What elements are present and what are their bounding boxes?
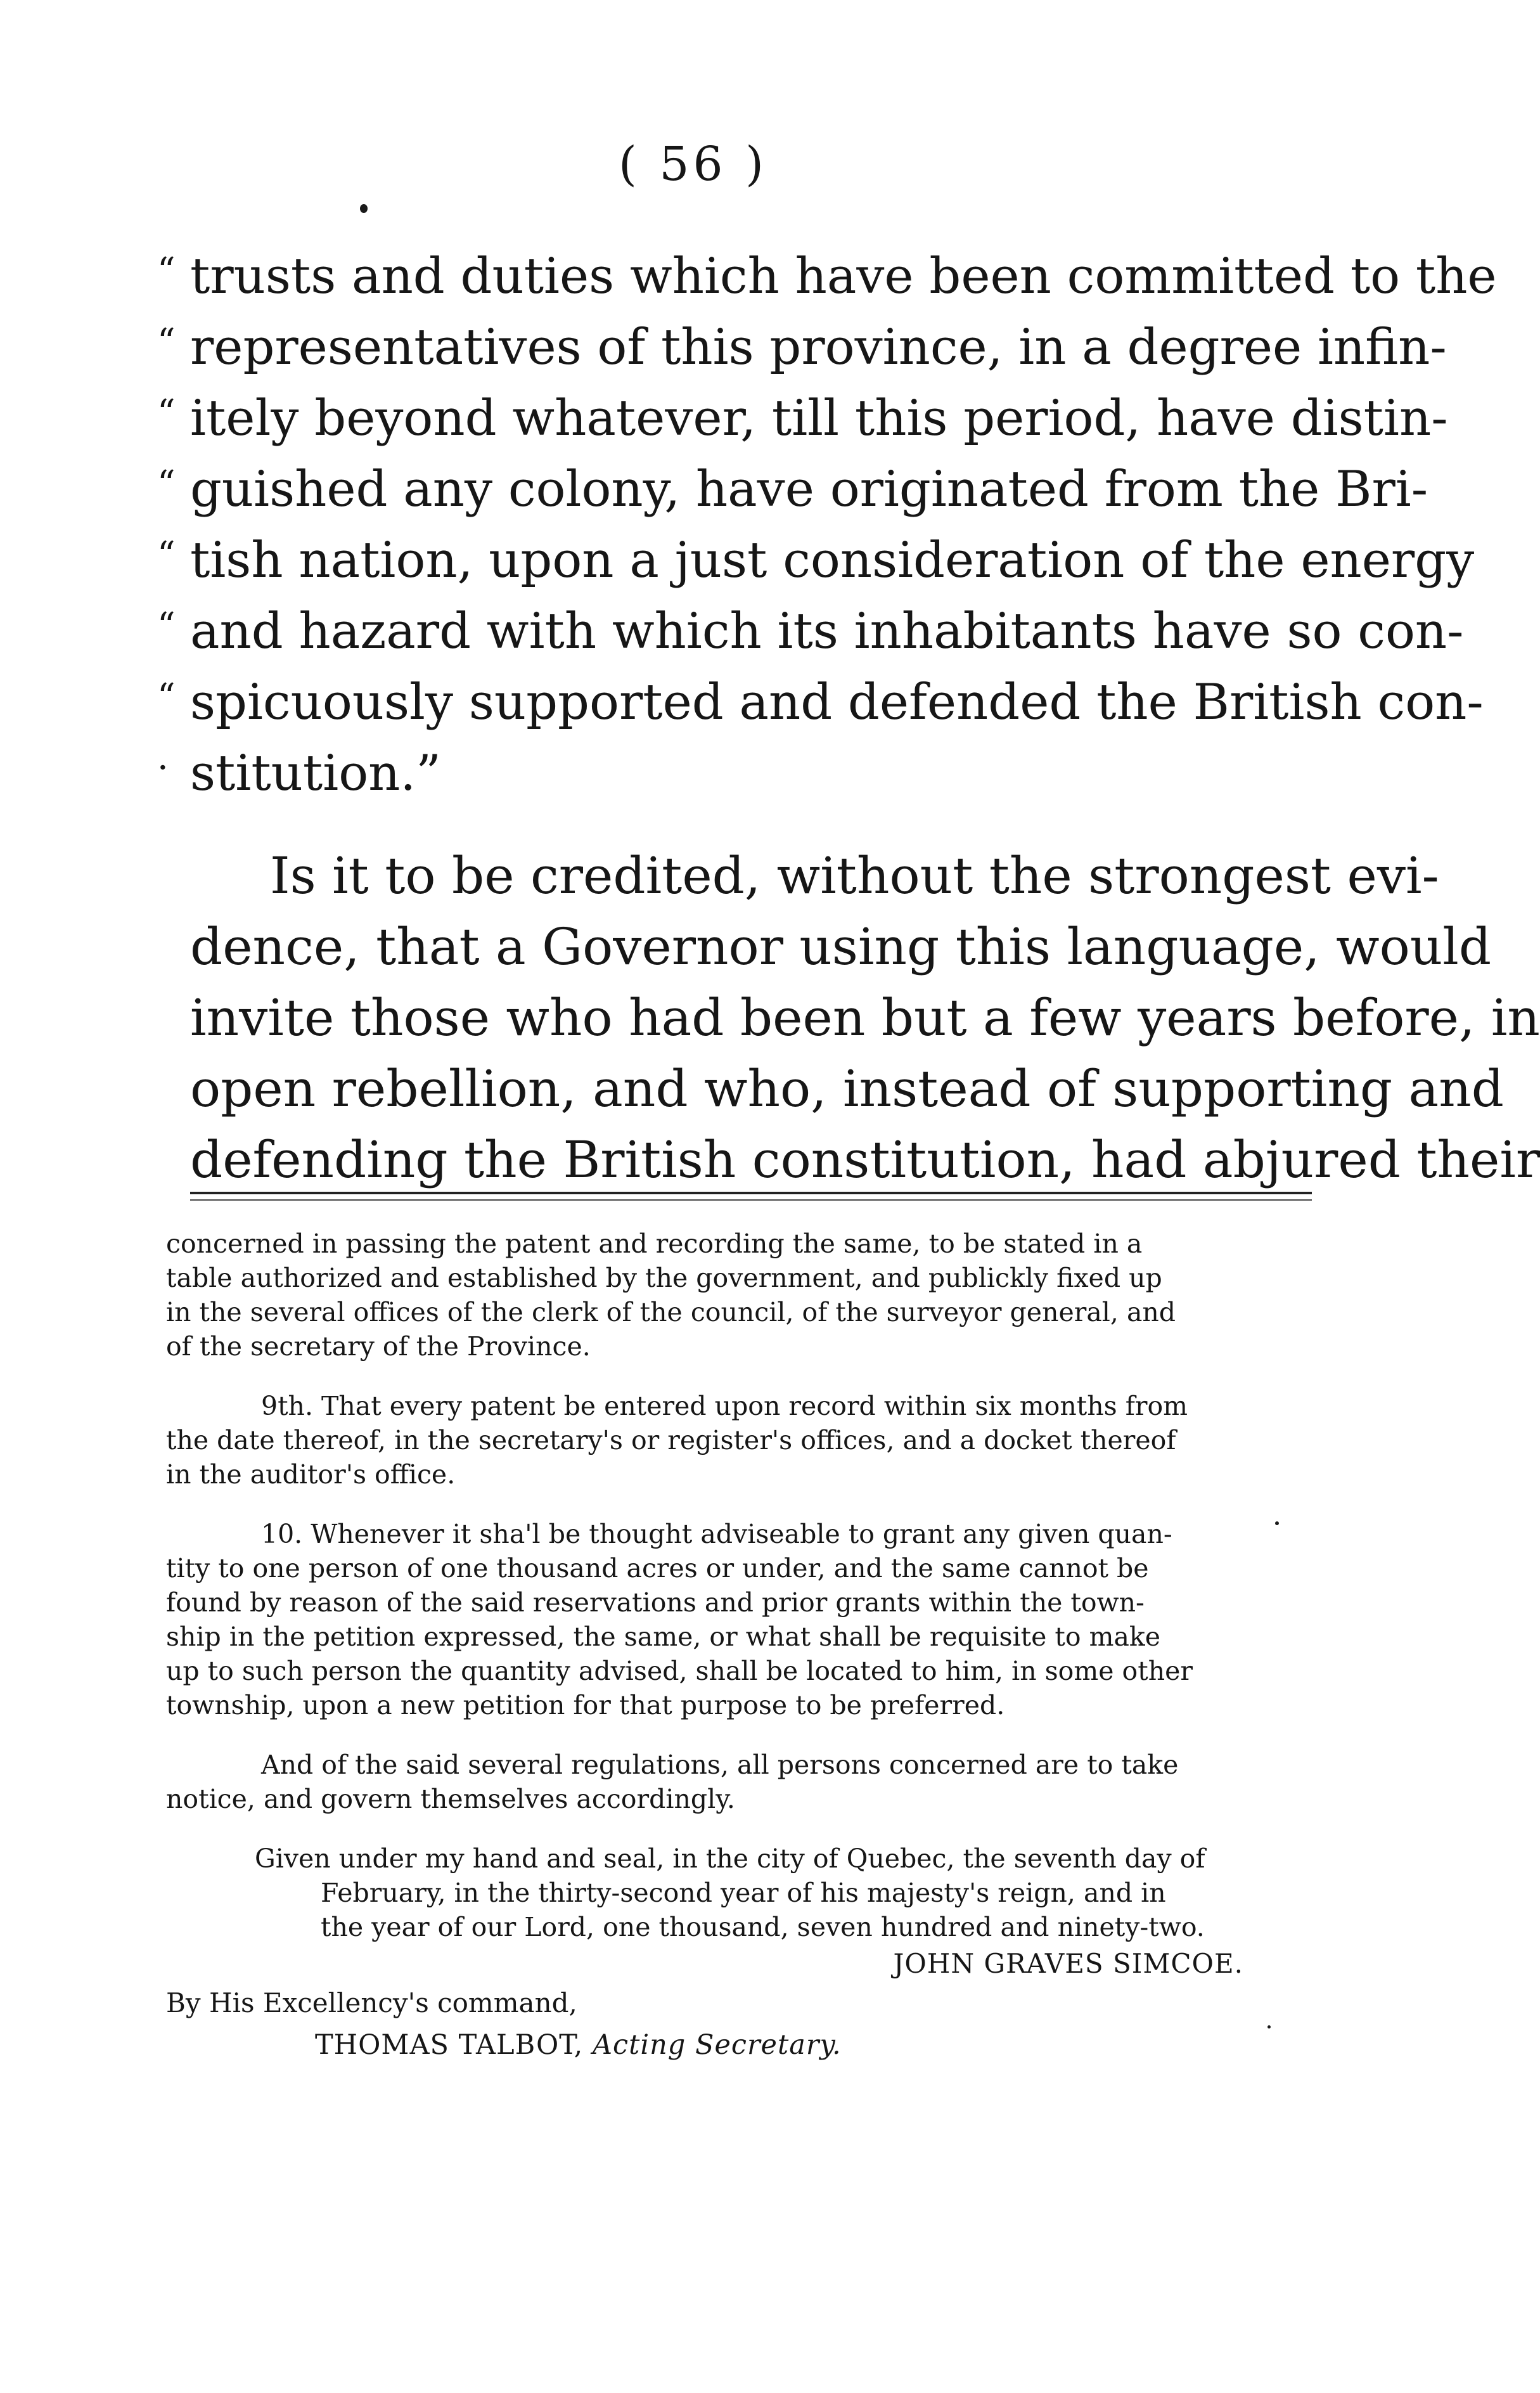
- regulation-10-line: township, upon a new petition for that purpose to be preferred.: [166, 1690, 1005, 1720]
- quote-mark: “: [157, 392, 176, 434]
- paragraph-line: dence, that a Governor using this language, would: [190, 917, 1492, 976]
- quote-mark: ·: [157, 747, 169, 789]
- paragraph-line: open rebellion, and who, instead of supporting and: [190, 1059, 1504, 1118]
- spacer: [166, 1816, 1326, 1842]
- regulation-10-line: tity to one person of one thousand acres or under, and the same cannot be: [166, 1553, 1149, 1584]
- quote-mark: “: [157, 534, 176, 576]
- paragraph-line: defending the British constitution, had abjured their: [190, 1130, 1540, 1189]
- command-line: By His Excellency's command,: [166, 1987, 577, 2018]
- governor-signature: JOHN GRAVES SIMCOE.: [893, 1948, 1243, 1979]
- notice-line: notice, and govern themselves accordingly.: [166, 1784, 735, 1814]
- regulation-9-line: the date thereof, in the secretary's or register's offices, and a docket thereof: [166, 1425, 1176, 1455]
- secretary-name: THOMAS TALBOT,: [315, 2029, 584, 2061]
- quote-text: guished any colony, have originated from the Bri-: [190, 461, 1428, 518]
- quote-text: tish nation, upon a just consideration of the energy: [190, 532, 1475, 589]
- footnote-line: in the several offices of the clerk of the council, of the surveyor general, and: [166, 1297, 1176, 1327]
- footnote-line: concerned in passing the patent and recording the same, to be stated in a: [166, 1229, 1143, 1259]
- quote-mark: “: [157, 321, 176, 363]
- secretary-title: Acting Secretary.: [592, 2029, 842, 2061]
- quote-text: trusts and duties which have been committed to the: [190, 248, 1497, 305]
- footnote-divider-thin: [190, 1199, 1312, 1201]
- regulation-10-line: found by reason of the said reservations and prior grants within the town-: [166, 1587, 1145, 1618]
- spacer: [166, 1364, 1326, 1389]
- given-line: the year of our Lord, one thousand, seven hundred and ninety-two.: [321, 1912, 1205, 1942]
- paragraph-line: Is it to be credited, without the strongest evi-: [270, 846, 1439, 905]
- secretary-line: [166, 2023, 1326, 2067]
- given-block: [166, 1842, 1326, 1944]
- main-paragraph: [190, 841, 1540, 1196]
- quote-line: [157, 454, 1428, 525]
- spacer: [166, 1492, 1326, 1517]
- footnote-line: table authorized and established by the government, and publickly fixed up: [166, 1263, 1162, 1293]
- quote-line: [157, 241, 1497, 312]
- quote-text: and hazard with which its inhabitants have so con-: [190, 603, 1464, 660]
- quote-mark: “: [157, 250, 176, 292]
- quoted-passage: [157, 241, 1497, 809]
- paragraph-line: invite those who had been but a few years before, in: [190, 988, 1540, 1047]
- regulation-9-line: 9th. That every patent be entered upon record within six months from: [261, 1391, 1188, 1421]
- given-line: Given under my hand and seal, in the city of Quebec, the seventh day of: [255, 1843, 1205, 1874]
- quote-line: [157, 596, 1464, 667]
- quote-mark: “: [157, 463, 176, 505]
- regulation-9-line: in the auditor's office.: [166, 1459, 456, 1490]
- quote-text: itely beyond whatever, till this period, have distin-: [190, 390, 1448, 447]
- regulation-10-line: 10. Whenever it sha'l be thought adviseable to grant any given quan-: [261, 1519, 1172, 1549]
- quote-text: representatives of this province, in a degree infin-: [190, 319, 1447, 376]
- page-number: ( 56 ): [619, 137, 767, 191]
- quote-text: spicuously supported and defended the British con-: [190, 674, 1484, 731]
- quote-mark: “: [157, 605, 176, 647]
- quote-line: [157, 667, 1484, 738]
- notice-line: And of the said several regulations, all persons concerned are to take: [261, 1750, 1179, 1780]
- quote-line: [157, 312, 1447, 383]
- quote-line: [157, 738, 1306, 809]
- quote-mark: “: [157, 676, 176, 718]
- spacer: [166, 1722, 1326, 1748]
- quote-line: [157, 525, 1475, 596]
- given-line: February, in the thirty-second year of his majesty's reign, and in: [321, 1878, 1166, 1908]
- footnote-divider: [190, 1192, 1312, 1194]
- footnote-line: of the secretary of the Province.: [166, 1331, 591, 1362]
- quote-line: [157, 383, 1448, 454]
- quote-text: stitution.”: [190, 745, 442, 802]
- footnote: [166, 1227, 1326, 2067]
- ink-speck: [360, 204, 368, 213]
- regulation-10-line: ship in the petition expressed, the same, or what shall be requisite to make: [166, 1622, 1161, 1652]
- regulation-10-line: up to such person the quantity advised, shall be located to him, in some other: [166, 1656, 1193, 1686]
